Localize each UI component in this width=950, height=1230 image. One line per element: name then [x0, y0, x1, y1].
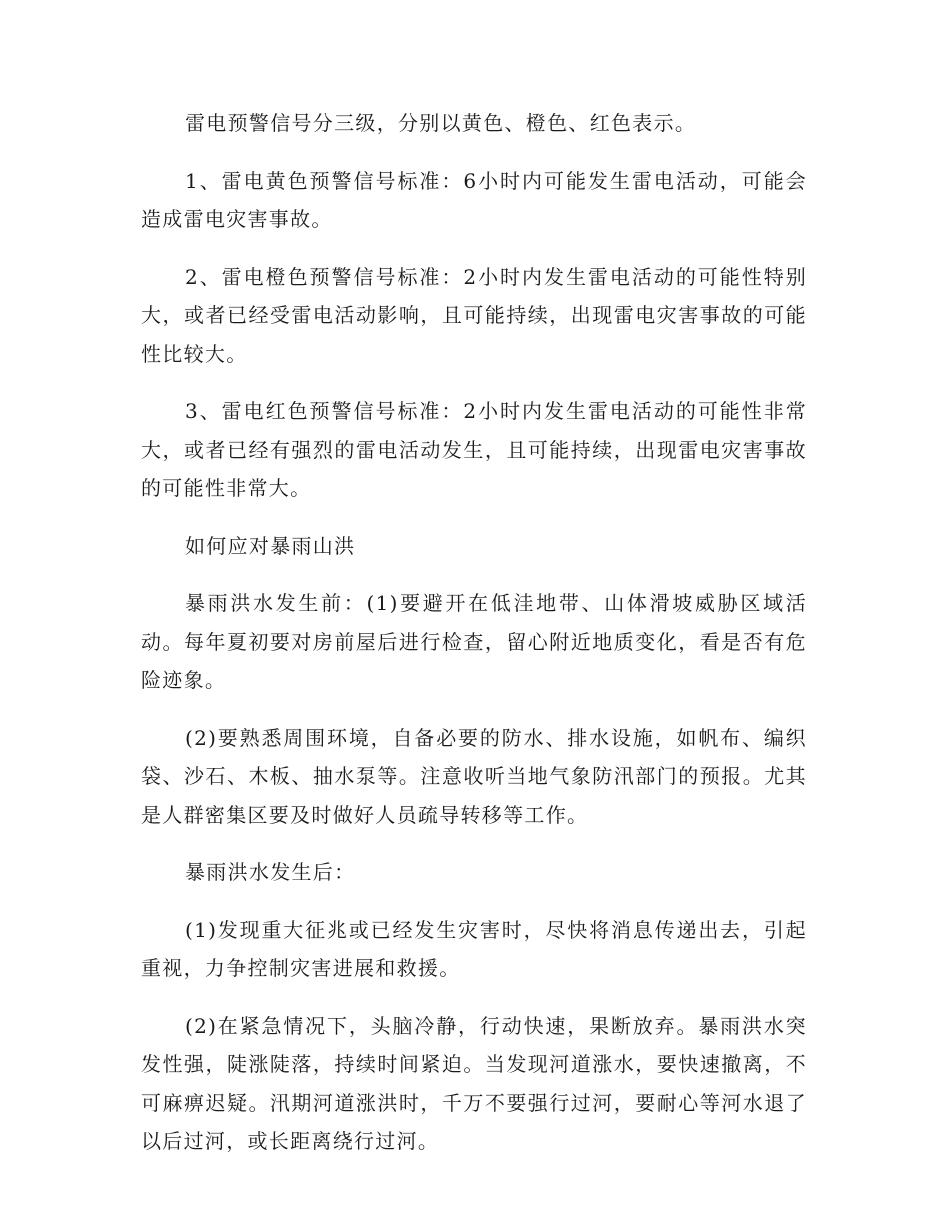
document-body — [141, 104, 807, 1180]
paragraph-before-flood-2: (2)要熟悉周围环境，自备必要的防水、排水设施，如帆布、编织袋、沙石、木板、抽水泵等。注意收听当地气象防汛部门的预报。尤其是人群密集区要及时做好人员疏导转移等工作。 — [141, 725, 807, 827]
paragraph-yellow-warning: 1、雷电黄色预警信号标准：6小时内可能发生雷电活动，可能会造成雷电灾害事故。 — [141, 168, 807, 231]
paragraph-red-warning: 3、雷电红色预警信号标准：2小时内发生雷电活动的可能性非常大，或者已经有强烈的雷电活动发生，且可能持续，出现雷电灾害事故的可能性非常大。 — [141, 399, 807, 500]
paragraph-thunder-levels: 雷电预警信号分三级，分别以黄色、橙色、红色表示。 — [185, 111, 697, 135]
paragraph-after-flood-2: (2)在紧急情况下，头脑冷静，行动快速，果断放弃。暴雨洪水突发性强，陡涨陡落，持续时间紧迫。当发现河道涨水，要快速撤离，不可麻痹迟疑。汛期河道涨洪时，千万不要强行过河，要耐心等河水退了以后过河，或长距离绕行过河。 — [141, 1013, 807, 1153]
paragraph-before-flood-1: 暴雨洪水发生前：(1)要避开在低洼地带、山体滑坡威胁区域活动。每年夏初要对房前屋后进行检查，留心附近地质变化，看是否有危险迹象。 — [141, 591, 807, 692]
paragraph-after-flood-1: (1)发现重大征兆或已经发生灾害时，尽快将消息传递出去，引起重视，力争控制灾害进展和救援。 — [141, 917, 807, 980]
paragraph-orange-warning: 2、雷电橙色预警信号标准：2小时内发生雷电活动的可能性特别大，或者已经受雷电活动影响，且可能持续，出现雷电灾害事故的可能性比较大。 — [141, 264, 807, 366]
subheading-after-flood: 暴雨洪水发生后： — [185, 860, 356, 884]
section-heading-rainstorm: 如何应对暴雨山洪 — [185, 533, 356, 558]
